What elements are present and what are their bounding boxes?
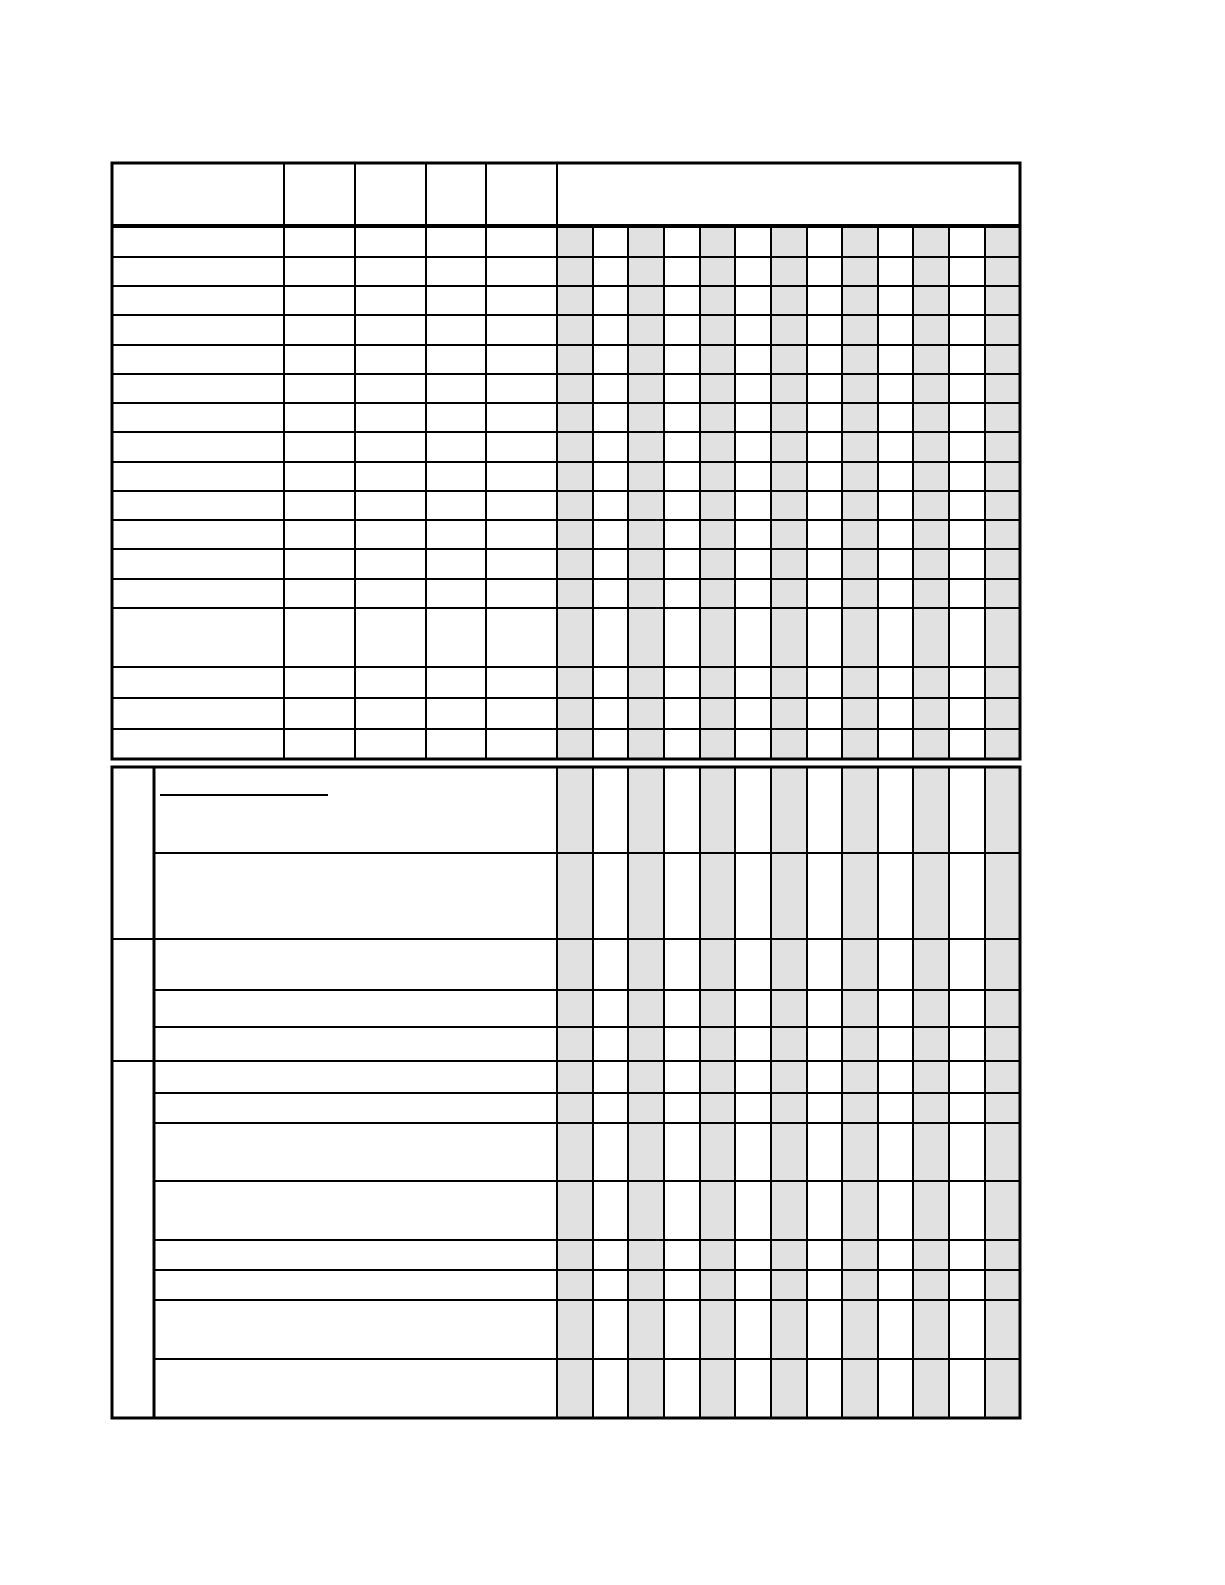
shaded-day-column [700, 226, 735, 759]
shaded-day-column [557, 226, 593, 759]
shaded-day-column [842, 226, 878, 759]
shaded-day-column [771, 226, 807, 759]
shaded-day-column [985, 226, 1020, 759]
shaded-day-column [913, 226, 949, 759]
shaded-day-column [628, 226, 664, 759]
